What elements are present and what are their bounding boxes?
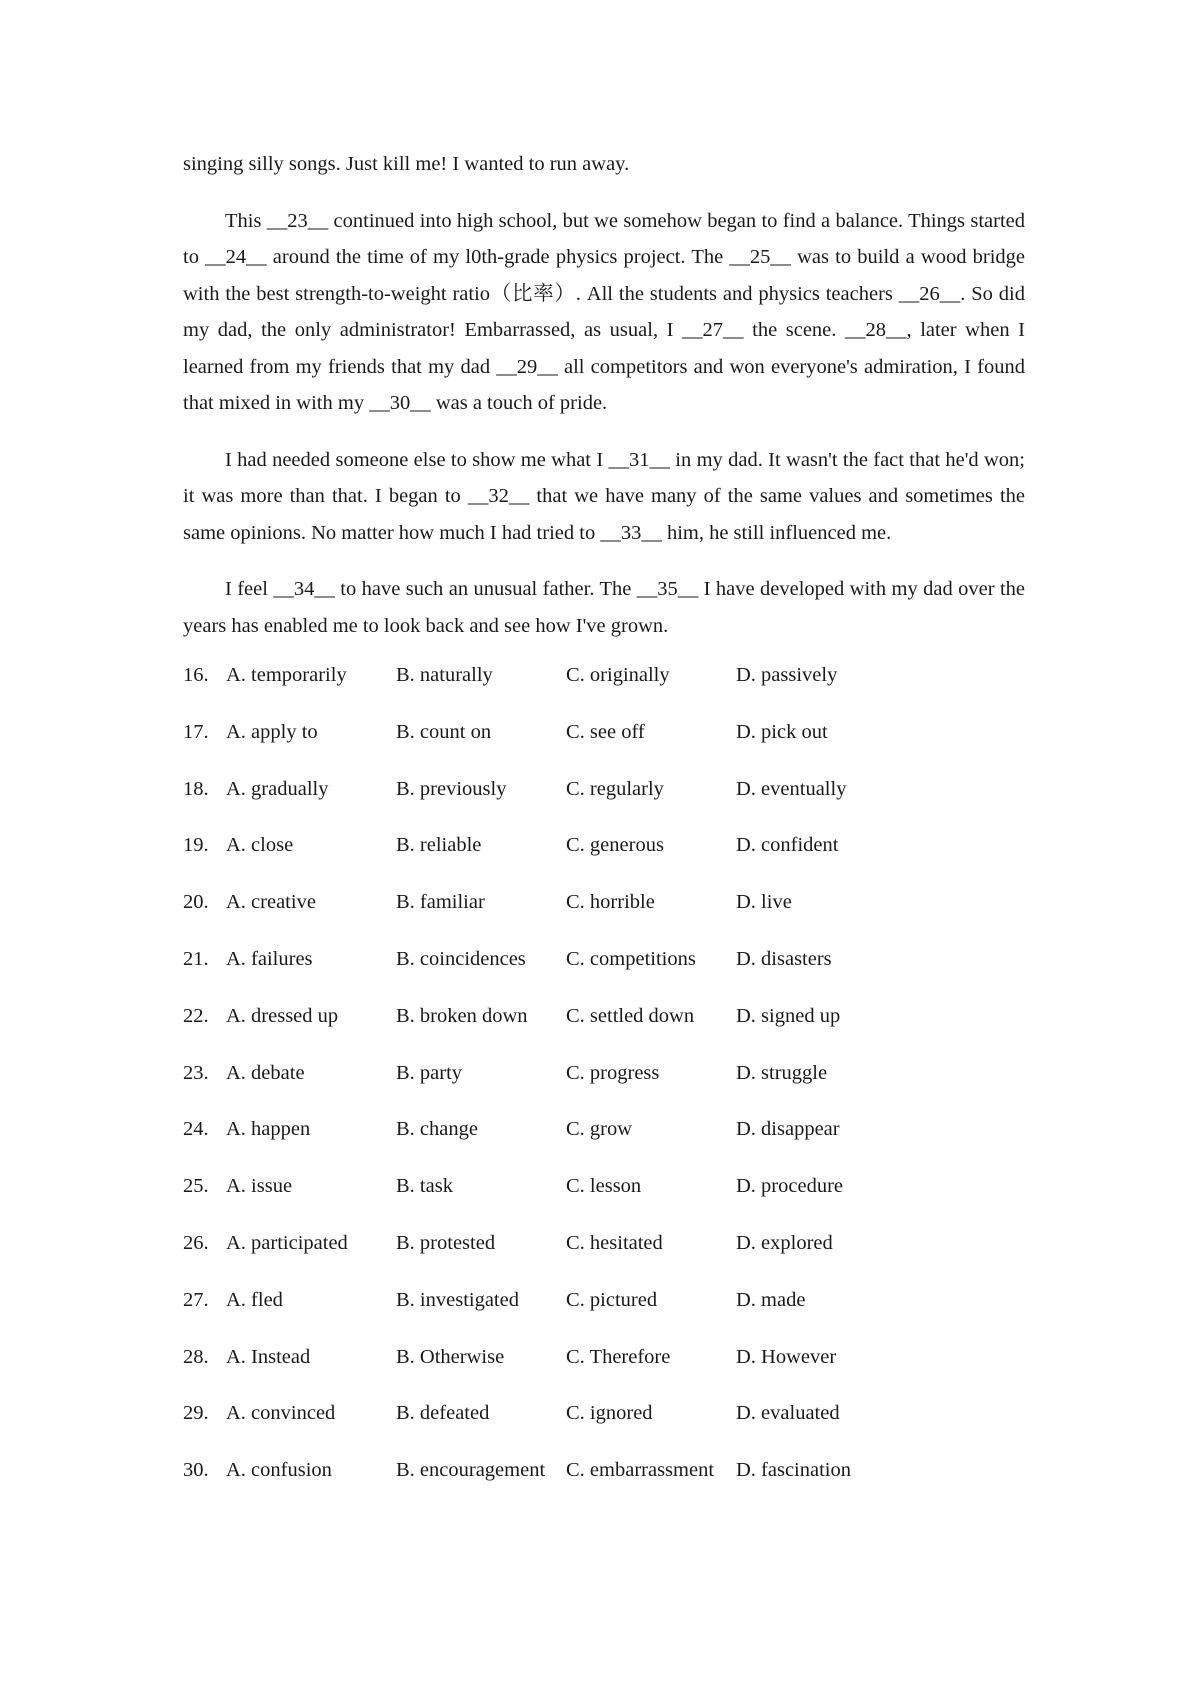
document-content bbox=[183, 146, 1025, 1516]
option-a: A. fled bbox=[226, 1288, 283, 1311]
question-number: 23. bbox=[183, 1061, 209, 1084]
option-a: A. apply to bbox=[226, 720, 318, 743]
option-d: D. pick out bbox=[736, 720, 828, 743]
option-a: A. debate bbox=[226, 1061, 305, 1084]
option-b: B. coincidences bbox=[396, 947, 526, 970]
question-row bbox=[183, 1005, 1025, 1062]
option-d: D. made bbox=[736, 1288, 806, 1311]
question-number: 30. bbox=[183, 1459, 209, 1482]
question-row bbox=[183, 721, 1025, 778]
option-b: B. familiar bbox=[396, 891, 485, 914]
option-c: C. pictured bbox=[566, 1288, 658, 1311]
question-number: 24. bbox=[183, 1118, 209, 1141]
option-b: B. investigated bbox=[396, 1288, 519, 1311]
option-b: B. count on bbox=[396, 720, 492, 743]
option-c: C. embarrassment bbox=[566, 1459, 715, 1482]
option-a: A. convinced bbox=[226, 1402, 336, 1425]
option-a: A. issue bbox=[226, 1175, 293, 1198]
option-b: B. change bbox=[396, 1118, 478, 1141]
passage-paragraph-4: I feel __34__ to have such an unusual father. The __35__ I have developed with my dad over the years has enabled me to look back and see how I've grown. bbox=[183, 578, 1025, 637]
option-d: D. struggle bbox=[736, 1061, 828, 1084]
option-b: B. party bbox=[396, 1061, 463, 1084]
answer-options-list bbox=[183, 664, 1025, 1516]
option-a: A. participated bbox=[226, 1231, 348, 1254]
question-row bbox=[183, 1118, 1025, 1175]
question-number: 18. bbox=[183, 777, 209, 800]
option-c: C. originally bbox=[566, 664, 670, 686]
option-c: C. grow bbox=[566, 1118, 633, 1141]
question-row bbox=[183, 1346, 1025, 1403]
option-c: C. horrible bbox=[566, 891, 655, 914]
question-row bbox=[183, 1175, 1025, 1232]
option-d: D. evaluated bbox=[736, 1402, 840, 1425]
question-row bbox=[183, 834, 1025, 891]
option-a: A. dressed up bbox=[226, 1004, 339, 1027]
question-row bbox=[183, 1402, 1025, 1459]
option-a: A. happen bbox=[226, 1118, 311, 1141]
option-b: B. Otherwise bbox=[396, 1345, 505, 1368]
option-d: D. eventually bbox=[736, 777, 847, 800]
question-row bbox=[183, 1459, 1025, 1516]
passage-paragraph-1: singing silly songs. Just kill me! I wanted to run away. bbox=[183, 153, 630, 175]
option-b: B. encouragement bbox=[396, 1459, 546, 1482]
option-c: C. lesson bbox=[566, 1175, 642, 1198]
option-c: C. progress bbox=[566, 1061, 660, 1084]
option-c: C. settled down bbox=[566, 1004, 695, 1027]
question-number: 16. bbox=[183, 664, 209, 686]
option-b: B. broken down bbox=[396, 1004, 528, 1027]
question-row bbox=[183, 948, 1025, 1005]
option-c: C. hesitated bbox=[566, 1231, 663, 1254]
option-a: A. temporarily bbox=[226, 664, 347, 686]
option-a: A. failures bbox=[226, 947, 313, 970]
question-row bbox=[183, 1062, 1025, 1119]
question-number: 17. bbox=[183, 720, 209, 743]
question-row bbox=[183, 1232, 1025, 1289]
question-number: 29. bbox=[183, 1402, 209, 1425]
option-d: D. procedure bbox=[736, 1175, 844, 1198]
option-c: C. ignored bbox=[566, 1402, 653, 1425]
option-d: D. signed up bbox=[736, 1004, 841, 1027]
option-d: D. explored bbox=[736, 1231, 833, 1254]
question-row bbox=[183, 891, 1025, 948]
option-b: B. naturally bbox=[396, 664, 493, 686]
option-b: B. protested bbox=[396, 1231, 496, 1254]
question-number: 22. bbox=[183, 1004, 209, 1027]
option-d: D. live bbox=[736, 891, 792, 914]
option-b: B. reliable bbox=[396, 834, 482, 857]
option-a: A. creative bbox=[226, 891, 316, 914]
option-a: A. gradually bbox=[226, 777, 329, 800]
question-number: 28. bbox=[183, 1345, 209, 1368]
option-d: D. fascination bbox=[736, 1459, 851, 1482]
option-a: A. confusion bbox=[226, 1459, 332, 1482]
question-row bbox=[183, 664, 1025, 721]
passage-paragraph-3: I had needed someone else to show me what I __31__ in my dad. It wasn't the fact that he'd won; it was more than that. I began to __32__ that we have many of the same values and sometimes the same opinions. No matter how much I had tried to __33__ him, he still influenced me. bbox=[183, 448, 1025, 544]
option-d: D. confident bbox=[736, 834, 839, 857]
option-a: A. Instead bbox=[226, 1345, 311, 1368]
question-number: 20. bbox=[183, 891, 209, 914]
option-c: C. generous bbox=[566, 834, 664, 857]
option-d: D. disappear bbox=[736, 1118, 840, 1141]
option-d: D. passively bbox=[736, 664, 838, 686]
question-row bbox=[183, 1289, 1025, 1346]
option-b: B. task bbox=[396, 1175, 453, 1198]
option-c: C. Therefore bbox=[566, 1345, 671, 1368]
question-number: 27. bbox=[183, 1288, 209, 1311]
question-number: 25. bbox=[183, 1175, 209, 1198]
option-c: C. regularly bbox=[566, 777, 664, 800]
passage-paragraph-2: This __23__ continued into high school, but we somehow began to find a balance. Things started to __24__ around the time of my l0th-grade physics project. The __25__ was to build a wood bridge with the best strength-to-weight ratio（比率）. All the students and physics teachers __26__. So did my dad, the only administrator! Embarrassed, as usual, I __27__ the scene. __28__, later when I learned from my friends that my dad __29__ all competitors and won everyone's admiration, I found that mixed in with my __30__ was a touch of pride. bbox=[183, 209, 1025, 414]
question-number: 26. bbox=[183, 1231, 209, 1254]
option-d: D. However bbox=[736, 1345, 837, 1368]
option-a: A. close bbox=[226, 834, 294, 857]
option-b: B. defeated bbox=[396, 1402, 490, 1425]
question-row bbox=[183, 778, 1025, 835]
question-number: 19. bbox=[183, 834, 209, 857]
option-b: B. previously bbox=[396, 777, 507, 800]
option-c: C. see off bbox=[566, 720, 645, 743]
option-c: C. competitions bbox=[566, 947, 696, 970]
option-d: D. disasters bbox=[736, 947, 832, 970]
question-number: 21. bbox=[183, 947, 209, 970]
